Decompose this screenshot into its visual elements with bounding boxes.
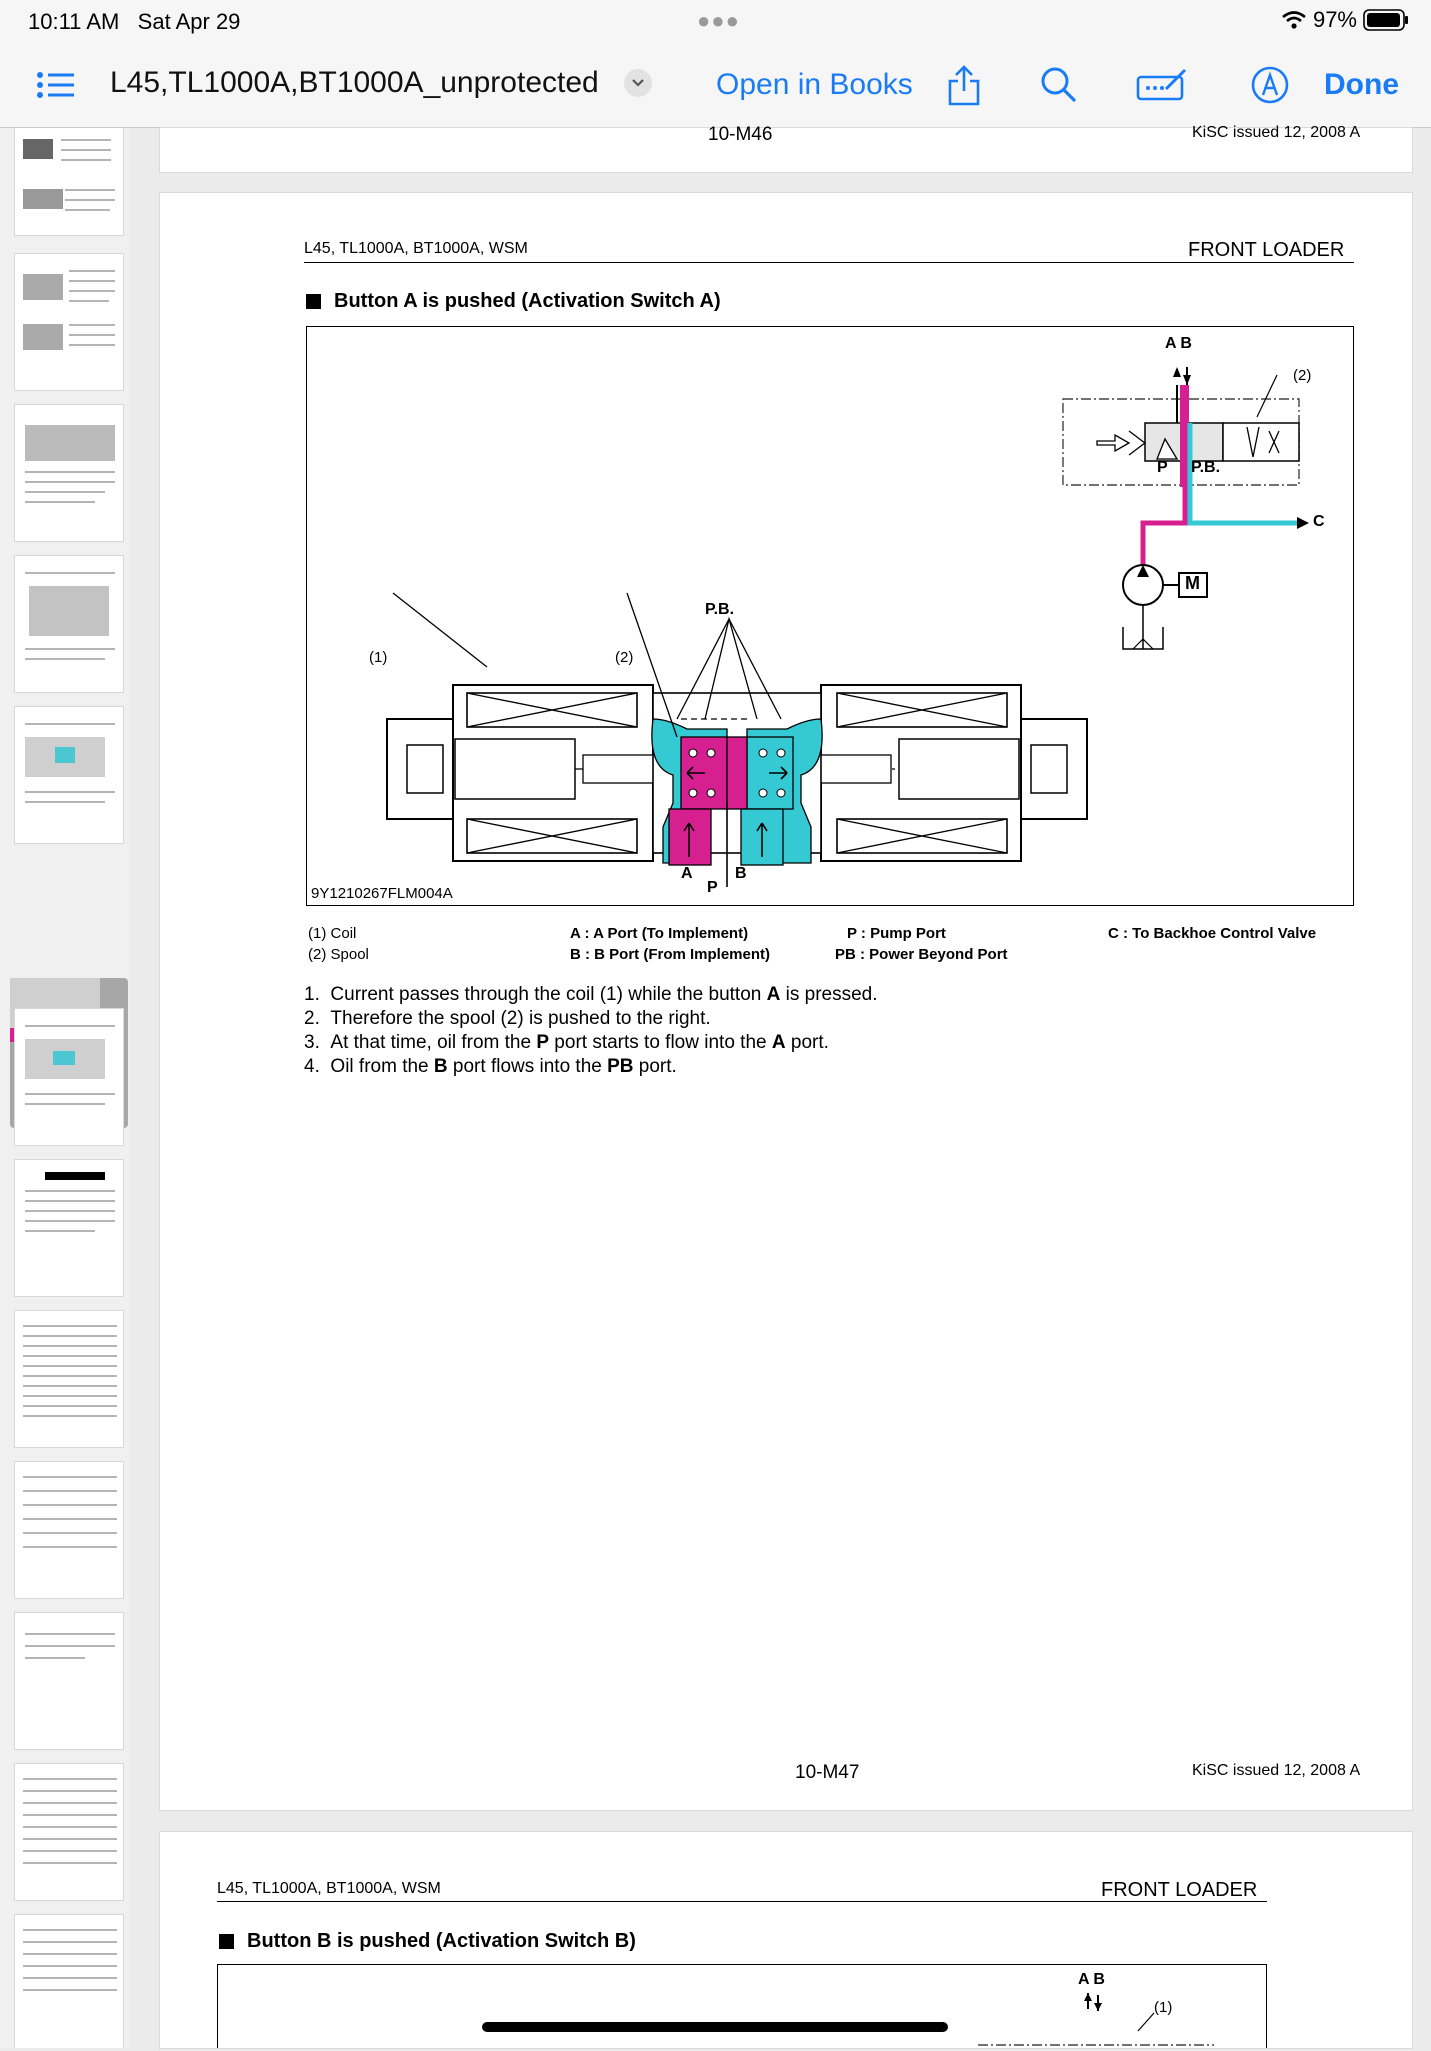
next-page-header-left: L45, TL1000A, BT1000A, WSM: [217, 1880, 441, 1897]
next-diagram-label-1: (1): [1154, 1999, 1173, 2016]
page-thumbnail[interactable]: [14, 1310, 124, 1448]
page-thumbnail[interactable]: [14, 128, 124, 236]
pencil-circle-icon[interactable]: [1250, 42, 1290, 128]
battery-percent: 97%: [1312, 7, 1357, 32]
step-item: 1. Current passes through the coil (1) while the button A is pressed.: [304, 984, 878, 1005]
diagram-label-ab: A B: [1165, 335, 1192, 352]
diagram-svg: [307, 327, 1355, 907]
valve-schematic: [1063, 367, 1312, 649]
previous-page: [160, 124, 1412, 172]
legend-power-beyond-port: PB : Power Beyond Port: [835, 946, 1008, 963]
diagram-label-m: M: [1185, 573, 1200, 593]
page-thumbnail[interactable]: [14, 555, 124, 693]
document-title[interactable]: L45,TL1000A,BT1000A_unprotected: [110, 66, 599, 99]
next-page-header-right: FRONT LOADER: [1101, 1879, 1258, 1901]
diagram-label-b: B: [735, 865, 747, 882]
multitasking-dots-icon[interactable]: ●●●: [697, 8, 740, 33]
section-bullet: [306, 294, 321, 309]
diagram-label-p-bottom: P: [707, 879, 718, 896]
wifi-icon: [1281, 10, 1307, 30]
status-indicators: [1281, 7, 1409, 33]
page-thumbnail[interactable]: [14, 1461, 124, 1599]
page-header-left: L45, TL1000A, BT1000A, WSM: [304, 240, 528, 257]
figure-id: 9Y1210267FLM004A: [311, 885, 453, 902]
legend-b-port: B : B Port (From Implement): [570, 946, 771, 963]
next-section-title: Button B is pushed (Activation Switch B): [247, 1930, 636, 1952]
hydraulic-diagram: [306, 326, 1354, 906]
legend-pump-port: P : Pump Port: [847, 925, 946, 942]
page-thumbnail[interactable]: [14, 1008, 124, 1146]
status-bar: [0, 0, 1431, 42]
diagram-label-a: A: [681, 865, 693, 882]
diagram-label-c: C: [1313, 513, 1325, 530]
section-title: Button A is pushed (Activation Switch A): [334, 290, 721, 312]
battery-icon: [1363, 9, 1409, 31]
diagram-label-pb-center: P.B.: [705, 601, 735, 618]
legend-spool: (2) Spool: [308, 946, 369, 963]
next-diagram-arrows: [978, 1991, 1218, 2051]
solenoid-valve-body: [387, 593, 1087, 887]
page-number: 10-M47: [795, 1762, 860, 1783]
page-thumbnail[interactable]: [14, 1914, 124, 2048]
step-item: 4. Oil from the B port flows into the PB port.: [304, 1056, 677, 1077]
header-rule: [304, 262, 1354, 263]
diagram-label-2-right: (2): [1293, 367, 1312, 384]
legend-backhoe: C : To Backhoe Control Valve: [1108, 925, 1317, 942]
page-thumbnail[interactable]: [14, 1159, 124, 1297]
status-time: 10:11 AM Sat Apr 29: [28, 9, 241, 34]
reader-toolbar: [0, 42, 1431, 128]
step-item: 2. Therefore the spool (2) is pushed to the right.: [304, 1008, 711, 1029]
page-thumbnail[interactable]: [14, 1612, 124, 1750]
home-indicator[interactable]: [482, 2022, 948, 2032]
diagram-label-2-left: (2): [615, 649, 634, 666]
previous-page-number: 10-M46: [708, 124, 773, 145]
next-diagram-label-ab: A B: [1078, 1971, 1105, 1988]
next-header-rule: [217, 1901, 1267, 1902]
next-diagram-box: [217, 1964, 1267, 2048]
page-issue: KiSC issued 12, 2008 A: [1192, 1762, 1361, 1779]
search-icon[interactable]: [1040, 42, 1078, 128]
page-header-right: FRONT LOADER: [1188, 239, 1345, 261]
next-section-bullet: [219, 1934, 234, 1949]
page-thumbnail[interactable]: [14, 253, 124, 391]
diagram-label-p: P: [1157, 459, 1168, 476]
done-button[interactable]: Done: [1324, 68, 1399, 101]
list-icon[interactable]: [36, 42, 76, 128]
page-thumbnail[interactable]: [14, 404, 124, 542]
markup-icon[interactable]: [1136, 42, 1188, 128]
page-thumbnail[interactable]: [14, 1763, 124, 1901]
diagram-label-pb-right: P.B.: [1191, 459, 1221, 476]
diagram-label-1: (1): [369, 649, 388, 666]
previous-page-issue: KiSC issued 12, 2008 A: [1192, 124, 1361, 141]
legend-coil: (1) Coil: [308, 925, 357, 942]
page-thumbnail[interactable]: [14, 706, 124, 844]
open-in-books-button[interactable]: Open in Books: [716, 68, 913, 101]
share-icon[interactable]: [946, 42, 982, 128]
page-thumbnail-sidebar: [0, 128, 130, 2048]
chevron-down-icon[interactable]: [624, 69, 652, 97]
legend-a-port: A : A Port (To Implement): [570, 925, 749, 942]
step-item: 3. At that time, oil from the P port starts to flow into the A port.: [304, 1032, 829, 1053]
